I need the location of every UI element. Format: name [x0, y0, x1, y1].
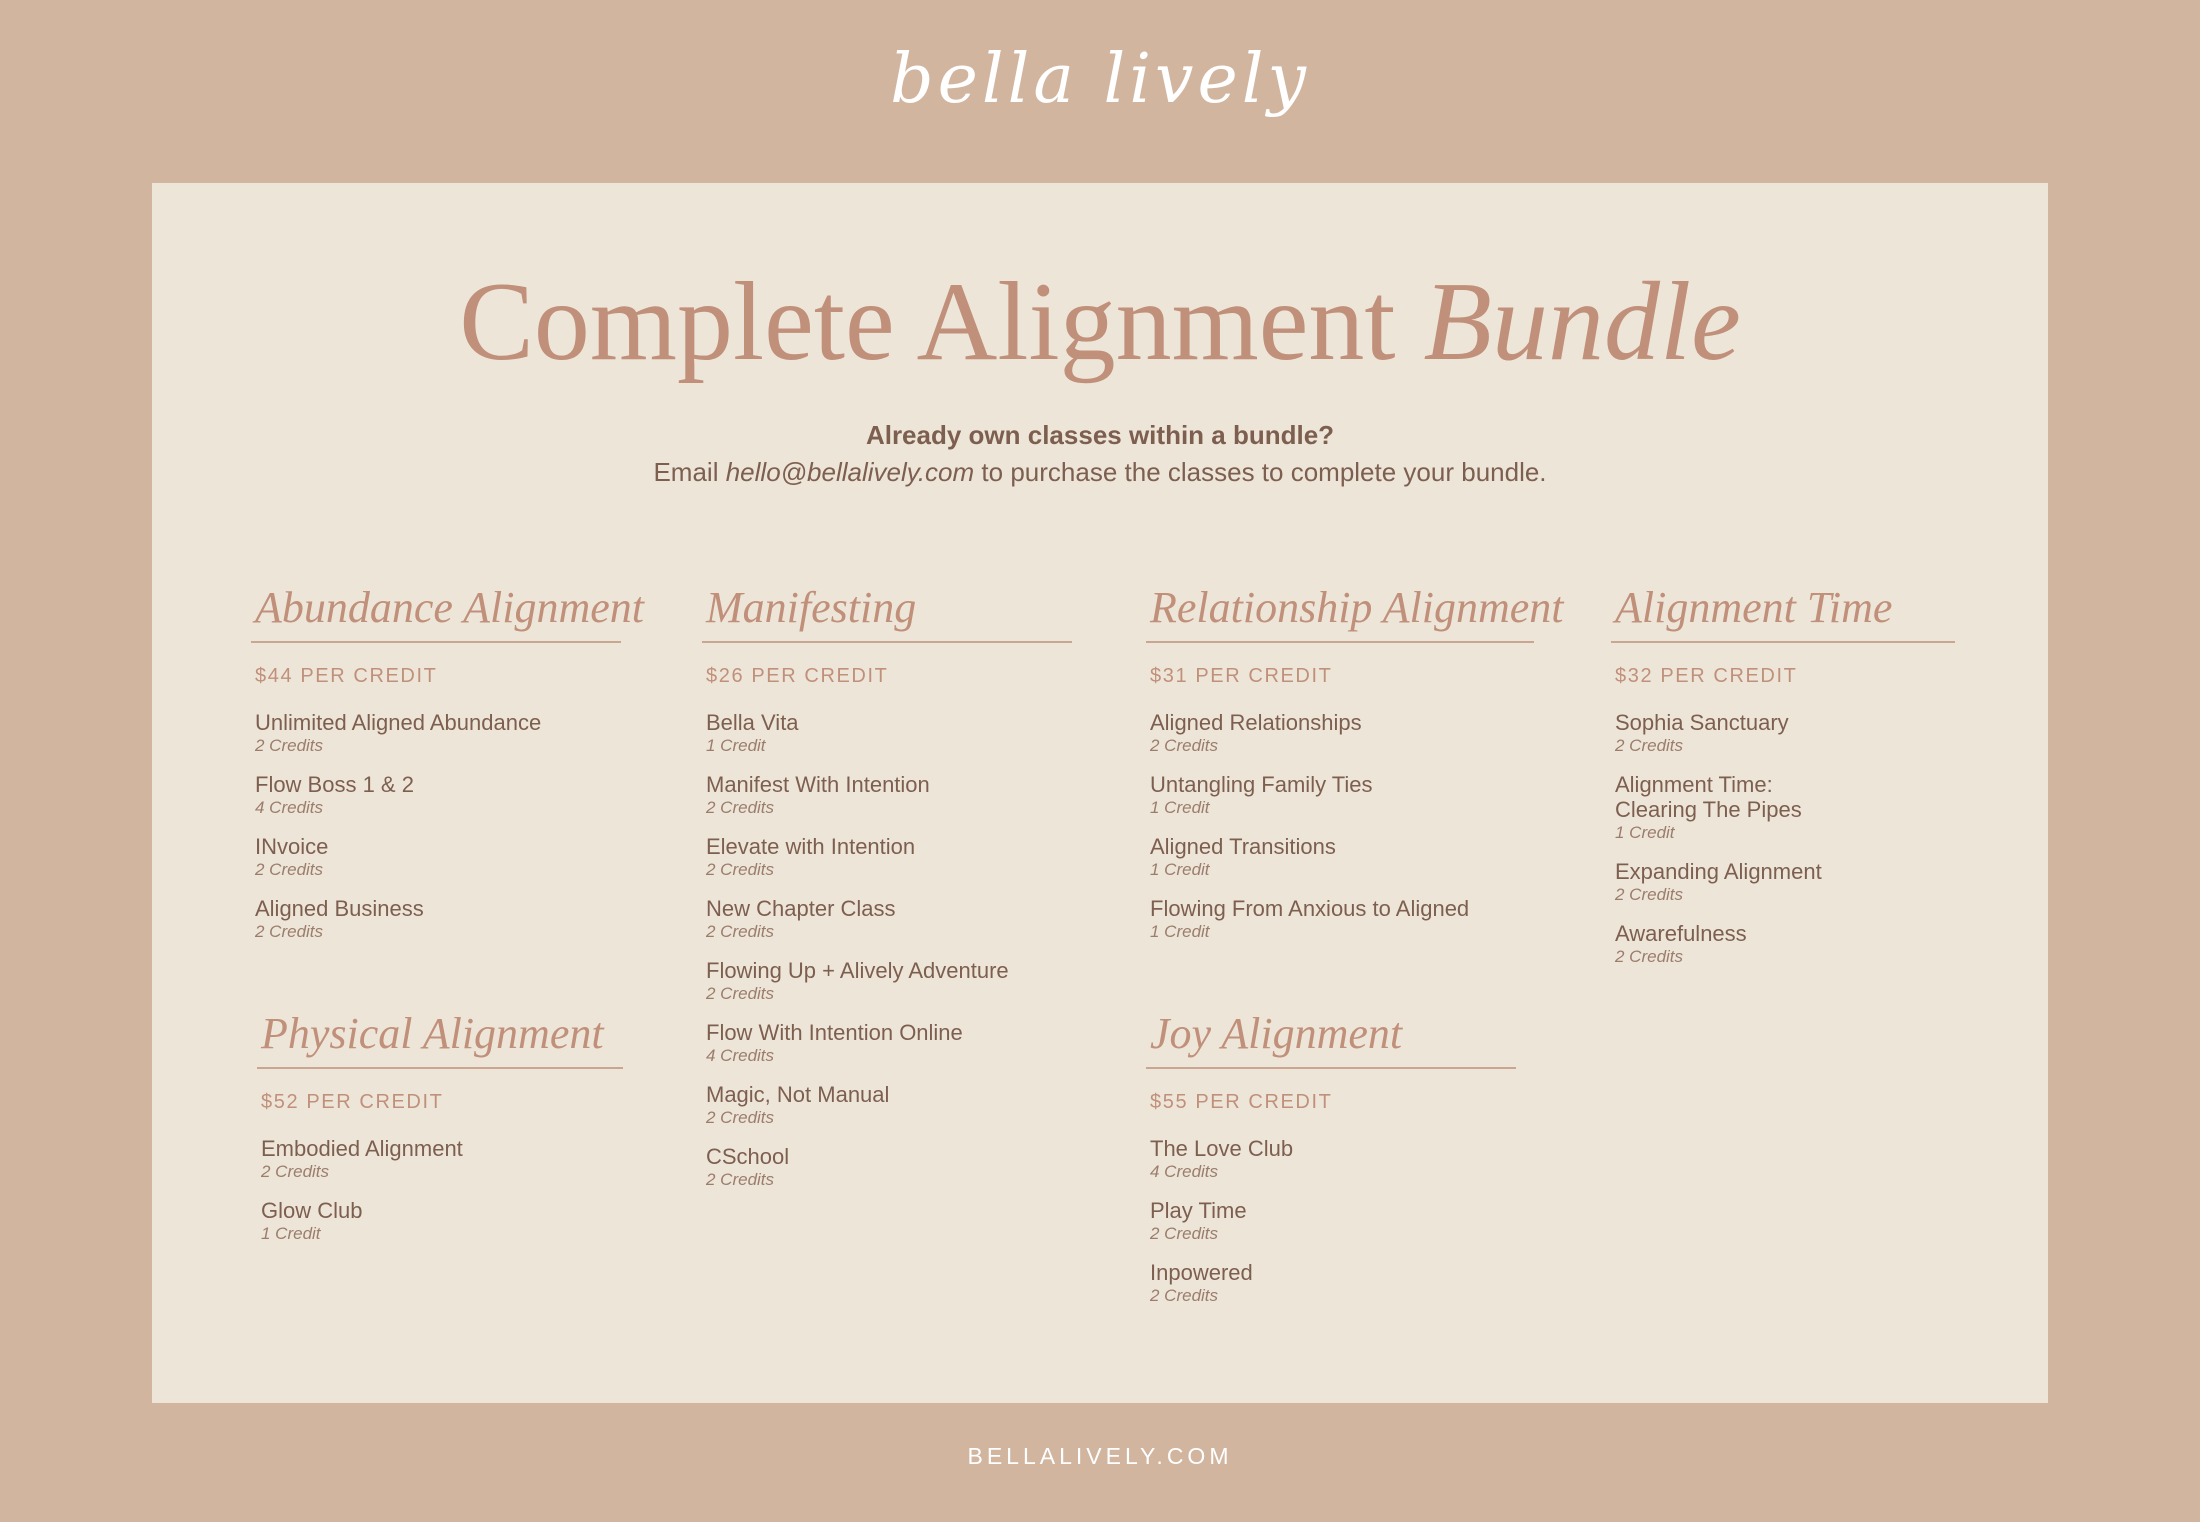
class-credits: 2 Credits — [706, 1108, 775, 1127]
class-list — [1611, 710, 1955, 968]
class-credits: 1 Credit — [1150, 922, 1210, 941]
class-item — [261, 1136, 623, 1183]
class-name: Manifest With Intention — [706, 772, 930, 797]
class-name: Alignment Time: — [1615, 772, 1773, 797]
section-price: $32 PER CREDIT — [1615, 665, 1798, 687]
class-name-line-2: Clearing The Pipes — [1615, 797, 1802, 822]
class-item — [1150, 1260, 1516, 1307]
class-name: Elevate with Intention — [706, 834, 916, 859]
class-credits: 4 Credits — [706, 1046, 775, 1065]
email-prefix: Email — [653, 457, 719, 487]
bundle-card — [152, 183, 2048, 1403]
section-price: $26 PER CREDIT — [706, 665, 889, 687]
footer-website[interactable]: BELLALIVELY.COM — [967, 1443, 1233, 1469]
class-name: Flowing From Anxious to Aligned — [1150, 896, 1470, 921]
class-name: Unlimited Aligned Abundance — [255, 710, 542, 735]
class-credits: 2 Credits — [706, 1170, 775, 1189]
class-credits: 2 Credits — [706, 922, 775, 941]
section-title: Abundance Alignment — [251, 581, 621, 643]
class-credits: 2 Credits — [1150, 736, 1219, 755]
class-item — [1150, 710, 1534, 757]
class-item — [255, 834, 621, 881]
class-item — [1150, 834, 1534, 881]
class-item — [1150, 1198, 1516, 1245]
intro-email-line — [152, 454, 2048, 491]
class-credits: 2 Credits — [1615, 885, 1684, 904]
class-credits: 2 Credits — [706, 984, 775, 1003]
class-name: Glow Club — [261, 1198, 363, 1223]
class-list — [257, 1136, 623, 1245]
class-list — [1146, 710, 1534, 943]
class-name: Flowing Up + Alively Adventure — [706, 958, 1009, 983]
class-item — [706, 1020, 1072, 1067]
class-name: Expanding Alignment — [1615, 859, 1822, 884]
class-item — [1150, 772, 1534, 819]
class-credits: 1 Credit — [1150, 860, 1210, 879]
class-item — [261, 1198, 623, 1245]
class-name: Awarefulness — [1615, 921, 1747, 946]
title-main: Complete Alignment — [459, 260, 1396, 384]
section-relationship-alignment — [1146, 581, 1564, 958]
intro-question: Already own classes within a bundle? — [865, 420, 1335, 450]
class-item — [706, 834, 1072, 881]
class-item — [1615, 921, 1955, 968]
class-item — [255, 772, 621, 819]
section-price: $52 PER CREDIT — [261, 1091, 444, 1113]
class-credits: 2 Credits — [706, 798, 775, 817]
class-name: Flow With Intention Online — [706, 1020, 963, 1045]
class-name: Bella Vita — [706, 710, 799, 735]
class-item — [706, 1144, 1072, 1191]
section-alignment-time — [1611, 581, 1955, 983]
class-list — [702, 710, 1072, 1191]
section-joy-alignment — [1146, 1007, 1516, 1322]
class-item — [1150, 1136, 1516, 1183]
section-title: Joy Alignment — [1146, 1007, 1516, 1069]
class-credits: 1 Credit — [1615, 823, 1675, 842]
section-abundance-alignment — [251, 581, 644, 958]
class-name: INvoice — [255, 834, 329, 859]
email-link[interactable]: hello@bellalively.com — [725, 457, 975, 487]
class-credits: 2 Credits — [1615, 736, 1684, 755]
class-credits: 2 Credits — [261, 1162, 330, 1181]
class-name: Embodied Alignment — [261, 1136, 463, 1161]
class-item — [706, 710, 1072, 757]
class-name: The Love Club — [1150, 1136, 1294, 1161]
class-item — [706, 896, 1072, 943]
class-name: Sophia Sanctuary — [1615, 710, 1789, 735]
section-title: Manifesting — [702, 581, 1072, 643]
class-item — [1150, 896, 1534, 943]
class-credits: 1 Credit — [1150, 798, 1210, 817]
class-name: Inpowered — [1150, 1260, 1253, 1285]
class-name: Aligned Relationships — [1150, 710, 1362, 735]
class-name: Play Time — [1150, 1198, 1247, 1223]
class-name: Aligned Business — [255, 896, 424, 921]
section-title: Alignment Time — [1611, 581, 1955, 643]
class-item — [255, 896, 621, 943]
email-suffix: to purchase the classes to complete your bundle. — [981, 457, 1547, 487]
class-credits: 2 Credits — [255, 736, 324, 755]
class-name: Magic, Not Manual — [706, 1082, 890, 1107]
section-title: Relationship Alignment — [1146, 581, 1534, 643]
class-credits: 4 Credits — [255, 798, 324, 817]
class-credits: 1 Credit — [261, 1224, 321, 1243]
brand-logo: bella lively — [890, 40, 1310, 119]
class-credits: 2 Credits — [1615, 947, 1684, 966]
section-title: Physical Alignment — [257, 1007, 623, 1069]
class-item — [706, 772, 1072, 819]
class-item — [1615, 710, 1955, 757]
class-item — [706, 958, 1072, 1005]
class-credits: 2 Credits — [1150, 1286, 1219, 1305]
class-name: Aligned Transitions — [1150, 834, 1336, 859]
class-credits: 2 Credits — [1150, 1224, 1219, 1243]
section-price: $31 PER CREDIT — [1150, 665, 1333, 687]
class-name: Flow Boss 1 & 2 — [255, 772, 414, 797]
class-item — [1615, 772, 1955, 844]
class-list — [251, 710, 621, 943]
class-credits: 1 Credit — [706, 736, 766, 755]
title-italic: Bundle — [1423, 260, 1741, 384]
class-item — [1615, 859, 1955, 906]
class-credits: 2 Credits — [706, 860, 775, 879]
section-price: $55 PER CREDIT — [1150, 1091, 1333, 1113]
class-item — [255, 710, 621, 757]
class-credits: 2 Credits — [255, 860, 324, 879]
section-manifesting — [702, 581, 1072, 1206]
section-price: $44 PER CREDIT — [255, 665, 438, 687]
class-name: CSchool — [706, 1144, 790, 1169]
class-list — [1146, 1136, 1516, 1307]
section-physical-alignment — [257, 1007, 623, 1260]
page-title — [152, 255, 2048, 389]
class-item — [706, 1082, 1072, 1129]
intro-text — [152, 417, 2048, 491]
class-name: New Chapter Class — [706, 896, 896, 921]
class-name: Untangling Family Ties — [1150, 772, 1373, 797]
class-credits: 4 Credits — [1150, 1162, 1219, 1181]
class-credits: 2 Credits — [255, 922, 324, 941]
